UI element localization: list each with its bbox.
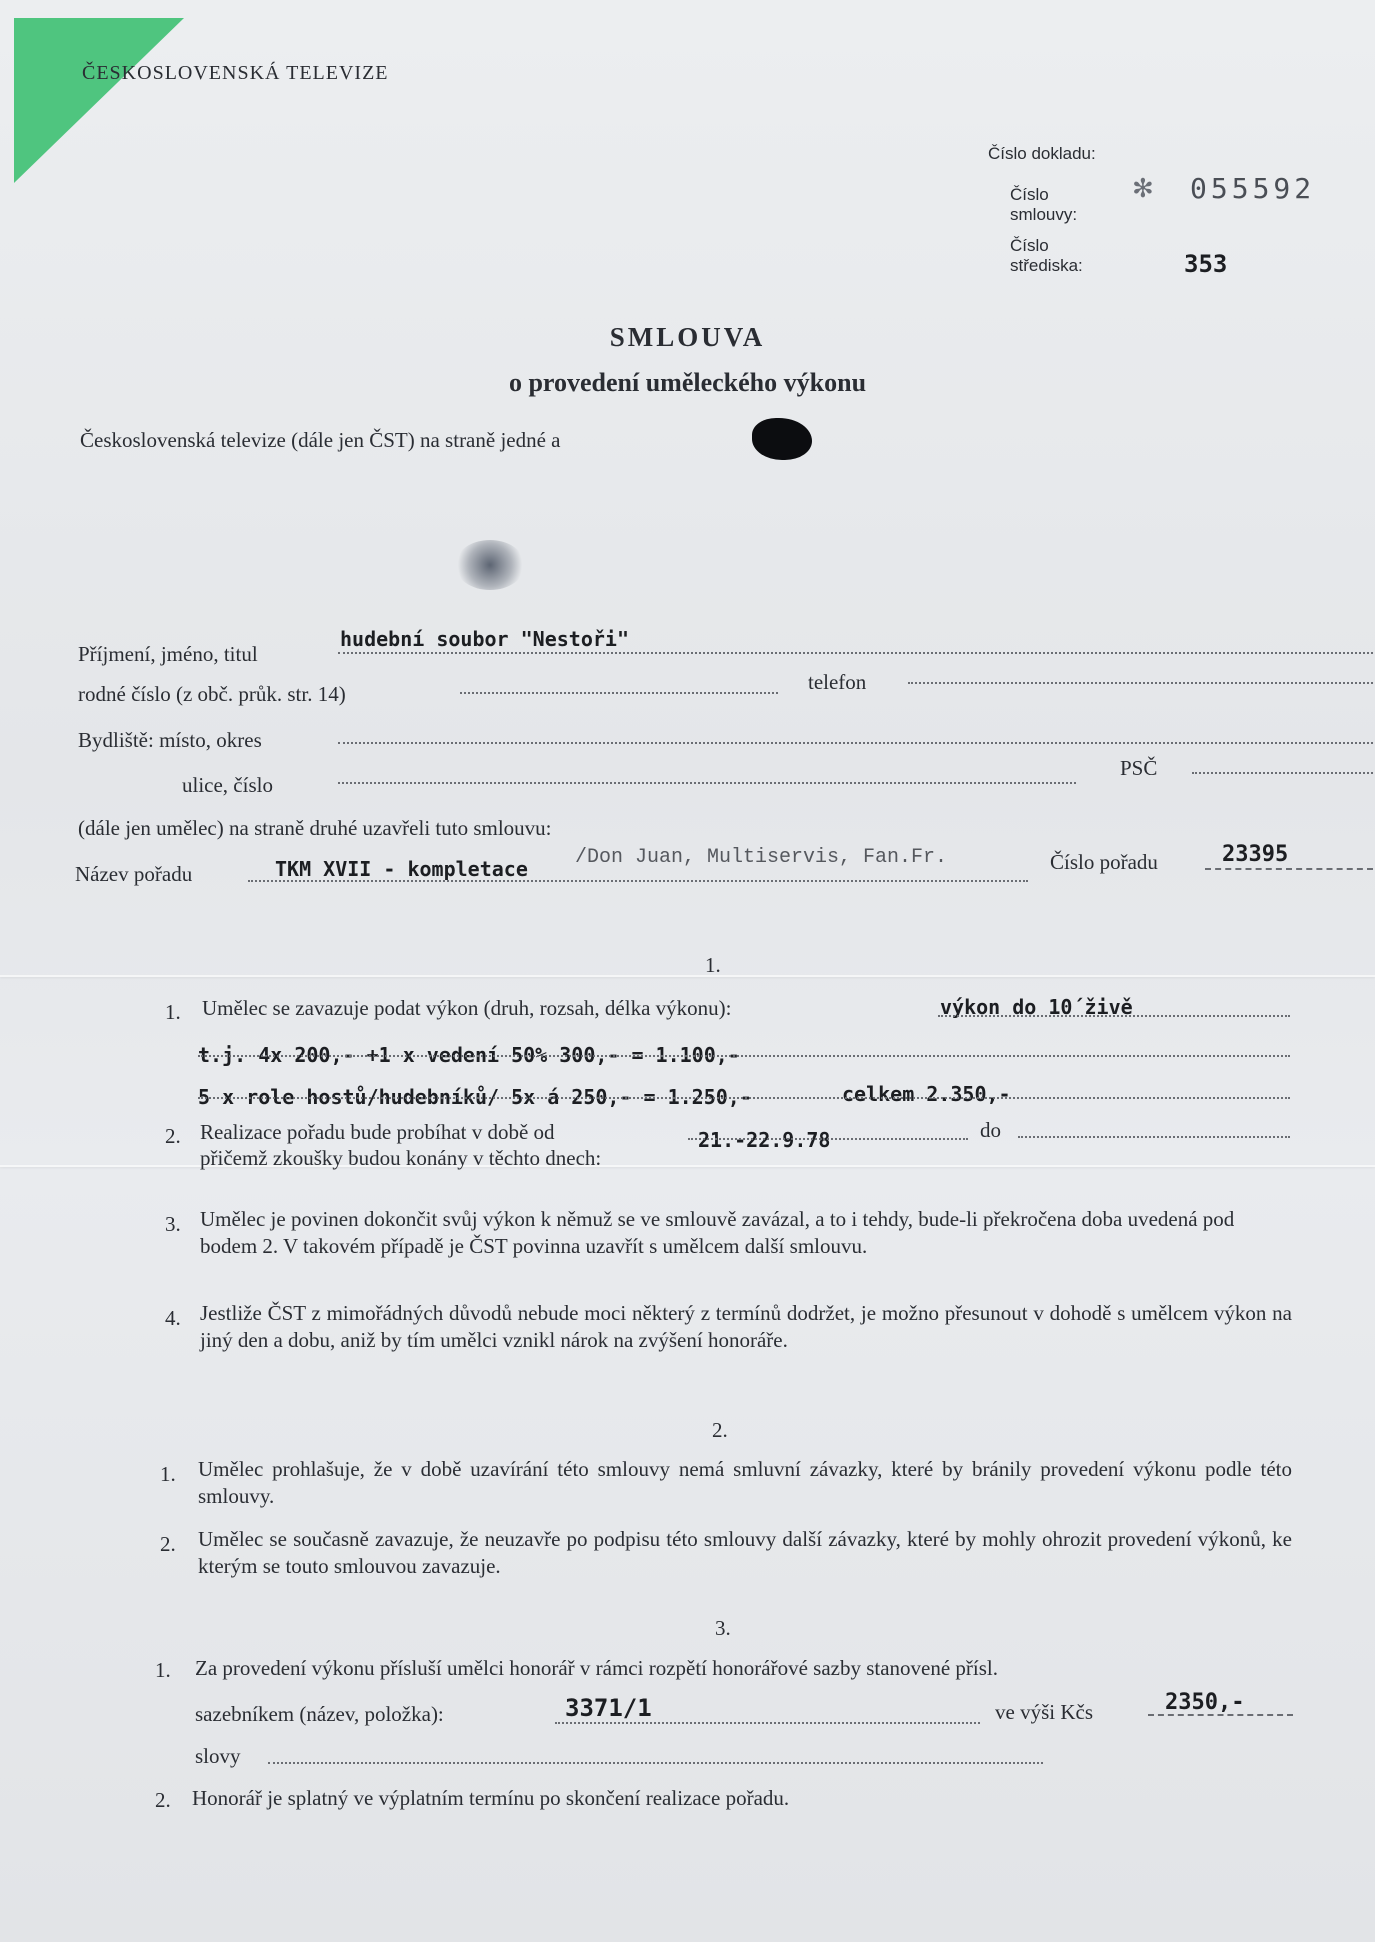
street-label: ulice, číslo — [182, 773, 273, 797]
fold-line — [0, 975, 1375, 977]
program-value: TKM XVII - kompletace — [275, 857, 528, 881]
phone-field[interactable] — [908, 682, 1373, 684]
psc-label: PSČ — [1120, 756, 1158, 780]
contract-number-value: 055592 — [1190, 172, 1316, 205]
birth-number-field[interactable] — [460, 692, 778, 694]
performance-underline-3 — [198, 1097, 1290, 1099]
program-number-label: Číslo pořadu — [1050, 850, 1158, 874]
clause-2-1-text: Umělec prohlašuje, že v době uzavírání této smlouvy nemá smluvní závazky, které by bránily provedení výkonu podle této smlouvy. — [198, 1457, 1292, 1508]
performance-typed-1: výkon do 10´živě — [940, 995, 1133, 1019]
residence-label: Bydliště: místo, okres — [78, 728, 262, 752]
birth-number-label: rodné číslo (z obč. průk. str. 14) — [78, 682, 346, 706]
agreement-text: (dále jen umělec) na straně druhé uzavřeli tuto smlouvu: — [78, 816, 552, 840]
center-number-label-2: střediska: — [1010, 256, 1083, 275]
words-label: slovy — [195, 1744, 241, 1768]
program-number-value: 23395 — [1222, 842, 1289, 867]
clause-number: 2. — [160, 1532, 176, 1556]
clause-1-3-text: Umělec je povinen dokončit svůj výkon k němuž se ve smlouvě zavázal, a to i tehdy, bude-li překročena doba uvedená pod bodem 2. V takovém případě je ČST povinna uzavřít s umělcem další smlouvu. — [200, 1207, 1235, 1258]
realization-to-label: do — [980, 1118, 1001, 1142]
clause-1-2-text-b: přičemž zkoušky budou konány v těchto dnech: — [200, 1146, 602, 1170]
realization-from-underline — [688, 1138, 968, 1140]
realization-to-field[interactable] — [1018, 1136, 1290, 1138]
clause-number: 1. — [165, 1000, 181, 1024]
performance-underline-1 — [938, 1015, 1290, 1017]
green-corner-mark — [14, 18, 184, 183]
contract-number-label-2: smlouvy: — [1010, 205, 1078, 224]
name-underline — [338, 652, 1373, 654]
tariff-underline — [555, 1722, 980, 1724]
clause-3-1-text: Za provedení výkonu přísluší umělci honorář v rámci rozpětí honorářové sazby stanovené přísl. — [195, 1656, 999, 1680]
program-label: Název pořadu — [75, 862, 193, 886]
tariff-label: sazebníkem (název, položka): — [195, 1702, 444, 1726]
program-underline — [248, 880, 1028, 882]
realization-date: 21.-22.9.78 — [698, 1128, 831, 1152]
psc-field[interactable] — [1192, 772, 1373, 774]
center-number-label: Číslo — [1010, 236, 1049, 255]
performance-total: celkem 2.350,- — [842, 1082, 1011, 1106]
clause-number: 1. — [160, 1462, 176, 1486]
doc-number-label: Číslo dokladu: — [988, 144, 1096, 163]
section-2-heading: 2. — [712, 1418, 728, 1442]
redaction-mark — [752, 418, 812, 460]
intro-text: Československá televize (dále jen ČST) na straně jedné a — [80, 428, 561, 452]
phone-label: telefon — [808, 670, 867, 694]
page-title: SMLOUVA — [609, 322, 766, 352]
clause-3-2-text: Honorář je splatný ve výplatním termínu po skončení realizace pořadu. — [192, 1786, 790, 1810]
org-name: ČESKOSLOVENSKÁ TELEVIZE — [82, 62, 389, 84]
program-number-underline — [1205, 868, 1373, 870]
clause-number: 2. — [165, 1124, 181, 1148]
section-1-heading: 1. — [705, 953, 721, 977]
amount-underline — [1148, 1714, 1293, 1716]
name-label: Příjmení, jméno, titul — [78, 642, 258, 666]
section-3-heading: 3. — [715, 1616, 731, 1640]
page-subtitle: o provedení uměleckého výkonu — [508, 368, 867, 397]
street-field[interactable] — [338, 782, 1076, 784]
clause-1-1-text: Umělec se zavazuje podat výkon (druh, rozsah, délka výkonu): — [202, 996, 732, 1020]
program-note: /Don Juan, Multiservis, Fan.Fr. — [575, 846, 948, 869]
contract-number-label: Číslo — [1010, 185, 1049, 204]
clause-number: 3. — [165, 1212, 181, 1236]
performance-typed-3: 5 x role hostů/hudebníků/ 5x á 250,- = 1.250,- — [198, 1085, 752, 1109]
ink-smudge — [455, 540, 525, 590]
name-value: hudební soubor "Nestoři" — [340, 627, 629, 651]
clause-1-4-text: Jestliže ČST z mimořádných důvodů nebude moci některý z termínů dodržet, je možno přesunout v dohodě s umělcem výkon na jiný den a dobu, aniž by tím umělci vznikl nárok na zvýšení honoráře. — [200, 1301, 1292, 1352]
words-field[interactable] — [268, 1762, 1043, 1764]
clause-number: 1. — [155, 1658, 171, 1682]
clause-number: 4. — [165, 1306, 181, 1330]
performance-typed-2: t.j. 4x 200,- +1 x vedení 50% 300,- = 1.100,- — [198, 1043, 740, 1067]
star-icon: ✻ — [1132, 174, 1154, 203]
performance-underline-2 — [198, 1055, 1290, 1057]
residence-field[interactable] — [338, 742, 1373, 744]
clause-number: 2. — [155, 1788, 171, 1812]
tariff-value: 3371/1 — [565, 1694, 652, 1722]
clause-1-2-text-a: Realizace pořadu bude probíhat v době od — [200, 1120, 555, 1144]
center-number-value: 353 — [1184, 250, 1228, 278]
amount-value: 2350,- — [1165, 1690, 1245, 1715]
clause-2-2-text: Umělec se současně zavazuje, že neuzavře po podpisu této smlouvy další závazky, které by mohly ohrozit provedení výkonů, ke kterým se touto smlouvou zavazuje. — [198, 1527, 1292, 1578]
amount-label: ve výši Kčs — [995, 1700, 1093, 1724]
